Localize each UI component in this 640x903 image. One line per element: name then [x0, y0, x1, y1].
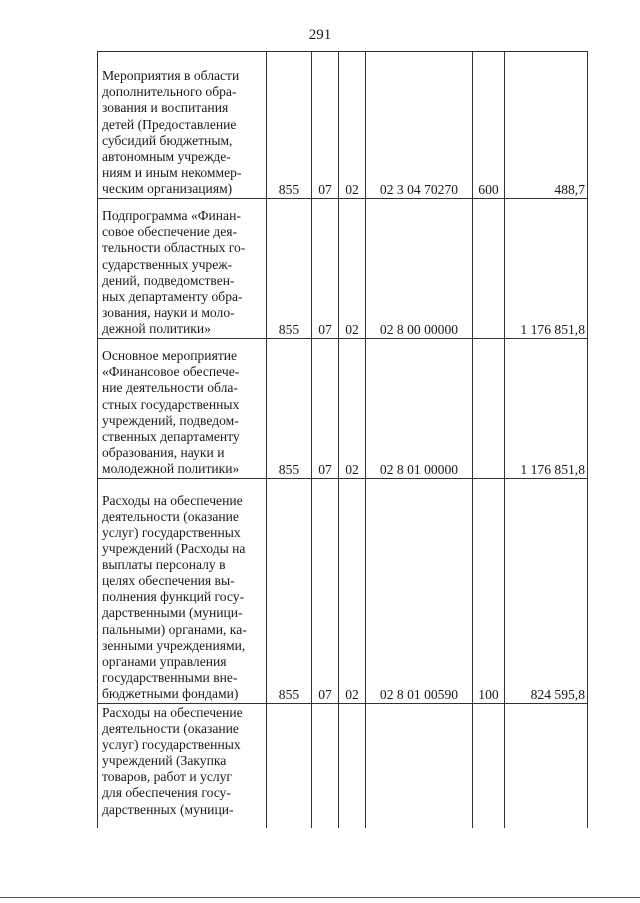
table-row: [98, 52, 588, 199]
table-row: [98, 339, 588, 479]
target-article-code: 02 3 04 70270: [366, 52, 473, 199]
subsection-code: [339, 704, 366, 828]
section-code: [312, 704, 339, 828]
amount: 824 595,8: [505, 479, 588, 704]
section-code: 07: [312, 339, 339, 479]
grbs-code: 855: [267, 339, 312, 479]
expense-type-code: 600: [473, 52, 505, 199]
subsection-code: 02: [339, 479, 366, 704]
target-article-code: [366, 704, 473, 828]
page-number: 291: [308, 27, 332, 43]
section-code: 07: [312, 52, 339, 199]
expense-name: Расходы на обеспечение деятельности (оказание услуг) государственных учреждений (Расходы на выплаты персоналу в целях обеспечения вы- полнения функций госу- дарственными (муници- пальными) органами, ка- зенными учреждениями, органами управления государственными вне- бюджетными фондами): [98, 479, 267, 704]
expense-type-code: [473, 199, 505, 339]
target-article-code: 02 8 00 00000: [366, 199, 473, 339]
table-row: [98, 704, 588, 828]
amount: 488,7: [505, 52, 588, 199]
grbs-code: 855: [267, 479, 312, 704]
table-row: [98, 479, 588, 704]
section-code: 07: [312, 479, 339, 704]
expense-type-code: 100: [473, 479, 505, 704]
expense-name: Мероприятия в области дополнительного обра- зования и воспитания детей (Предоставление субсидий бюджетным, автономным учрежде- ниям и иным некоммер- ческим организациям): [98, 52, 267, 199]
budget-table: [97, 51, 588, 828]
grbs-code: 855: [267, 199, 312, 339]
expense-name: Расходы на обеспечение деятельности (оказание услуг) государственных учреждений (Закупка товаров, работ и услуг для обеспечения госу- дарственных (муници-: [98, 704, 267, 828]
expense-name: Подпрограмма «Финан- совое обеспечение дея- тельности областных го- сударственных учреж- дений, подведомствен- ных департаменту обра- зования, науки и моло- дежной политики»: [98, 199, 267, 339]
target-article-code: 02 8 01 00000: [366, 339, 473, 479]
subsection-code: 02: [339, 199, 366, 339]
expense-type-code: [473, 339, 505, 479]
target-article-code: 02 8 01 00590: [366, 479, 473, 704]
amount: [505, 704, 588, 828]
section-code: 07: [312, 199, 339, 339]
amount: 1 176 851,8: [505, 339, 588, 479]
subsection-code: 02: [339, 52, 366, 199]
amount: 1 176 851,8: [505, 199, 588, 339]
table-row: [98, 199, 588, 339]
page-bottom-edge: [0, 897, 640, 898]
expense-type-code: [473, 704, 505, 828]
expense-name: Основное мероприятие «Финансовое обеспече- ние деятельности обла- стных государственных учреждений, подведом- ственных департаменту образования, науки и молодежной политики»: [98, 339, 267, 479]
grbs-code: 855: [267, 52, 312, 199]
subsection-code: 02: [339, 339, 366, 479]
grbs-code: [267, 704, 312, 828]
